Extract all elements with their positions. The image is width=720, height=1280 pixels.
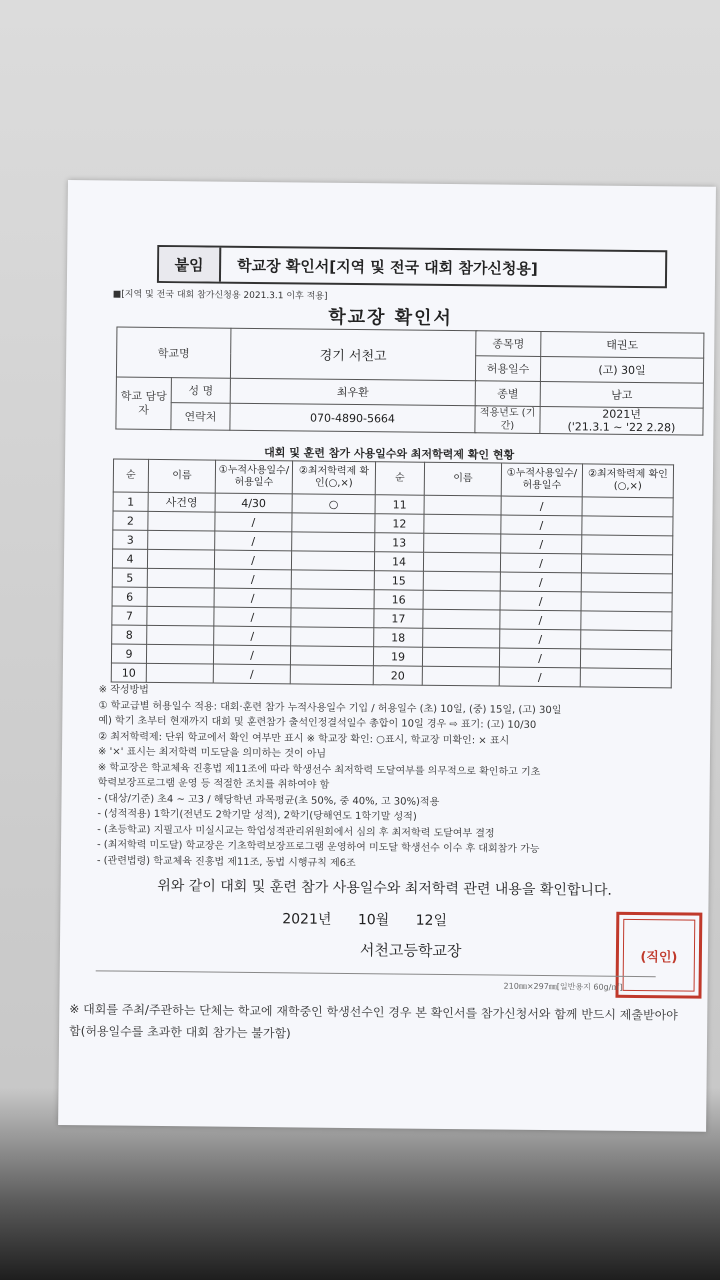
cell-check2 <box>582 497 673 517</box>
cell-name <box>147 587 214 607</box>
footer-note: ※ 대회를 주최/주관하는 단체는 학교에 재학중인 학생선수인 경우 본 확인서를 참가신청서와 함께 반드시 제출받아야 함(허용일수를 초과한 대회 참가는 불가함) <box>69 1002 678 1041</box>
col-check-2: ②최저학력제 확인(○,×) <box>582 464 673 498</box>
gender-label: 종별 <box>475 381 540 407</box>
col-days-2: ①누적사용일수/허용일수 <box>501 463 582 497</box>
cell-n2: 11 <box>375 495 424 515</box>
school-label: 학교명 <box>116 327 231 378</box>
applicability-note: ■[지역 및 전국 대회 참가신청용 2021.3.1 이후 적용] <box>112 289 328 302</box>
cell-n: 7 <box>112 606 147 625</box>
cell-name2 <box>423 628 500 648</box>
cell-check <box>291 589 374 609</box>
cell-n2: 14 <box>374 552 423 572</box>
school-value: 경기 서천고 <box>230 328 476 381</box>
note-line: ※ 작성방법 <box>98 684 149 696</box>
cell-name <box>147 568 214 588</box>
cell-check2 <box>580 649 671 669</box>
cell-n: 3 <box>113 530 148 549</box>
cell-check2 <box>581 592 672 612</box>
col-name-2: 이름 <box>424 462 501 496</box>
col-name: 이름 <box>148 459 215 493</box>
paper-size-note: 210㎜×297㎜[일반용지 60g/㎡] <box>503 981 623 992</box>
header-bar <box>157 245 667 288</box>
cell-n2: 15 <box>374 571 423 591</box>
cell-check2 <box>582 535 673 555</box>
cell-n2: 17 <box>374 609 423 629</box>
cell-n: 1 <box>113 492 148 511</box>
cell-name <box>147 625 214 645</box>
note-line: 학력보장프로그램 운영 등 적절한 조치를 취하여야 함 <box>97 777 330 791</box>
date-day: 12일 <box>415 912 448 930</box>
cell-check2 <box>581 630 672 650</box>
cell-days: / <box>215 531 292 551</box>
year-value: 2021년 <box>602 407 641 422</box>
cell-name <box>146 644 213 664</box>
school-info-table <box>115 327 704 436</box>
cell-days2: / <box>500 629 581 649</box>
cell-n2: 12 <box>375 514 424 534</box>
cell-n: 5 <box>112 568 147 587</box>
cell-days2: / <box>499 667 580 687</box>
cell-name2 <box>423 590 500 610</box>
cell-n2: 18 <box>374 628 423 648</box>
col-no: 순 <box>113 459 148 492</box>
cell-name2 <box>422 647 499 667</box>
cell-check2 <box>582 516 673 536</box>
gender-value: 남고 <box>540 381 703 408</box>
cell-check <box>291 551 374 571</box>
cell-n: 2 <box>113 511 148 530</box>
note-line: 예) 학기 초부터 현재까지 대회 및 훈련참가 출석인정결석일수 총합이 10일 경우 ⇨ 표기: (고) 10/30 <box>98 715 537 731</box>
event-value: 태권도 <box>541 331 704 358</box>
cell-days: / <box>215 512 292 532</box>
cell-name2 <box>423 552 500 572</box>
name-label: 성 명 <box>171 378 230 404</box>
status-subtitle: 대회 및 훈련 참가 사용일수와 최저학력제 확인 현황 <box>264 446 515 462</box>
cell-check <box>292 532 375 552</box>
cell-days2: / <box>501 515 582 535</box>
cell-name: 사건영 <box>148 492 215 512</box>
cell-days2: / <box>500 553 581 573</box>
note-line: - (초등학교) 지필고사 미실시교는 학업성적관리위원회에서 심의 후 최저학력 도달여부 결정 <box>97 823 495 840</box>
cell-n2: 20 <box>373 666 422 686</box>
cell-n: 10 <box>111 663 146 682</box>
cell-days2: / <box>501 534 582 554</box>
cell-days: 4/30 <box>215 493 292 513</box>
year-period: ('21.3.1 ~ '22 2.28) <box>567 420 676 435</box>
date-month: 10월 <box>357 912 390 929</box>
contact-label: 연락처 <box>171 403 230 431</box>
cell-n2: 16 <box>374 590 423 610</box>
cell-days: / <box>214 550 291 570</box>
cell-check <box>291 570 374 590</box>
year-cell <box>540 406 703 435</box>
cell-name2 <box>423 609 500 629</box>
manager-label: 학교 담당자 <box>116 377 172 430</box>
cell-name2 <box>424 533 501 553</box>
page-title: 학교장 확인서 <box>328 306 453 330</box>
event-label: 종목명 <box>476 331 541 357</box>
cell-days2: / <box>500 610 581 630</box>
contact-value: 070-4890-5664 <box>230 403 475 433</box>
cell-n2: 19 <box>373 647 422 667</box>
cell-days: / <box>214 607 291 627</box>
cell-name <box>148 511 215 531</box>
header-title: 학교장 확인서[지역 및 전국 대회 참가신청용] <box>237 256 538 278</box>
confirmation-text: 위와 같이 대회 및 훈련 참가 사용일수와 최저학력 관련 내용을 확인합니다. <box>157 877 612 899</box>
note-line: - (성적적용) 1학기(전년도 2학기말 성적), 2학기(당해연도 1학기말 성적) <box>97 808 417 823</box>
cell-check2 <box>581 573 672 593</box>
note-line: - (관련법령) 학교체육 진흥법 제11조, 동법 시행규칙 제6조 <box>96 854 356 869</box>
cell-name2 <box>424 514 501 534</box>
document-page <box>58 180 716 1132</box>
allow-label: 허용일수 <box>475 356 540 382</box>
cell-days2: / <box>500 591 581 611</box>
cell-n: 9 <box>111 644 146 663</box>
cell-name2 <box>424 495 501 515</box>
cell-name <box>147 549 214 569</box>
cell-days2: / <box>501 496 582 516</box>
cell-days2: / <box>500 572 581 592</box>
year-label: 적용년도 (기간) <box>475 406 540 434</box>
note-line: - (대상/기준) 초4 ~ 고3 / 해당학년 과목평균(초 50%, 중 40%, 고 30%)적용 <box>97 792 440 808</box>
cell-check <box>291 627 374 647</box>
cell-check: ○ <box>292 494 375 514</box>
cell-check <box>290 665 373 685</box>
writing-instructions <box>97 682 699 874</box>
cell-n2: 13 <box>375 533 424 553</box>
date-year: 2021년 <box>282 911 332 928</box>
note-line: ※ 학교장은 학교체육 진흥법 제11조에 따라 학생선수 최저학력 도달여부를 의무적으로 확인하고 기초 <box>97 761 541 778</box>
allow-value: (고) 30일 <box>540 356 703 383</box>
cell-days2: / <box>499 648 580 668</box>
cell-check <box>291 608 374 628</box>
cell-name <box>147 606 214 626</box>
divider <box>96 970 656 977</box>
cell-name2 <box>422 666 499 686</box>
note-line: ※ '×' 표시는 최저학력 미도달을 의미하는 것이 아님 <box>97 746 327 760</box>
cell-days: / <box>214 588 291 608</box>
cell-check2 <box>581 611 672 631</box>
cell-check <box>290 646 373 666</box>
cell-check2 <box>580 668 671 688</box>
note-line: - (최저학력 미도달) 학교장은 기초학력보장프로그램 운영하여 미도달 학생선수 이수 후 대회참가 가능 <box>96 839 540 855</box>
issue-date <box>282 908 447 930</box>
attachment-tag: 붙임 <box>159 247 221 282</box>
cell-name <box>146 663 213 683</box>
cell-name2 <box>423 571 500 591</box>
official-seal: (직인) <box>615 912 702 999</box>
cell-days: / <box>214 626 291 646</box>
cell-name <box>148 530 215 550</box>
col-days: ①누적사용일수/허용일수 <box>215 460 292 494</box>
cell-n: 4 <box>112 549 147 568</box>
cell-days: / <box>214 569 291 589</box>
cell-days: / <box>213 664 290 684</box>
principal-name: 서천고등학교장 <box>359 941 462 961</box>
cell-check <box>292 513 375 533</box>
col-no-2: 순 <box>375 462 424 496</box>
note-line: ① 학교급별 허용일수 적용: 대회·훈련 참가 누적사용일수 기입 / 허용일수 (초) 10일, (중) 15일, (고) 30일 <box>98 699 562 716</box>
usage-table <box>111 458 674 688</box>
col-check: ②최저학력제 확인(○,×) <box>292 461 375 495</box>
note-line: ② 최저학력제: 단위 학교에서 확인 여부만 표시 ※ 학교장 확인: ○표시, 학교장 미확인: × 표시 <box>98 730 510 747</box>
cell-n: 6 <box>112 587 147 606</box>
cell-check2 <box>581 554 672 574</box>
cell-n: 8 <box>112 625 147 644</box>
cell-days: / <box>213 645 290 665</box>
name-value: 최우환 <box>230 378 475 406</box>
